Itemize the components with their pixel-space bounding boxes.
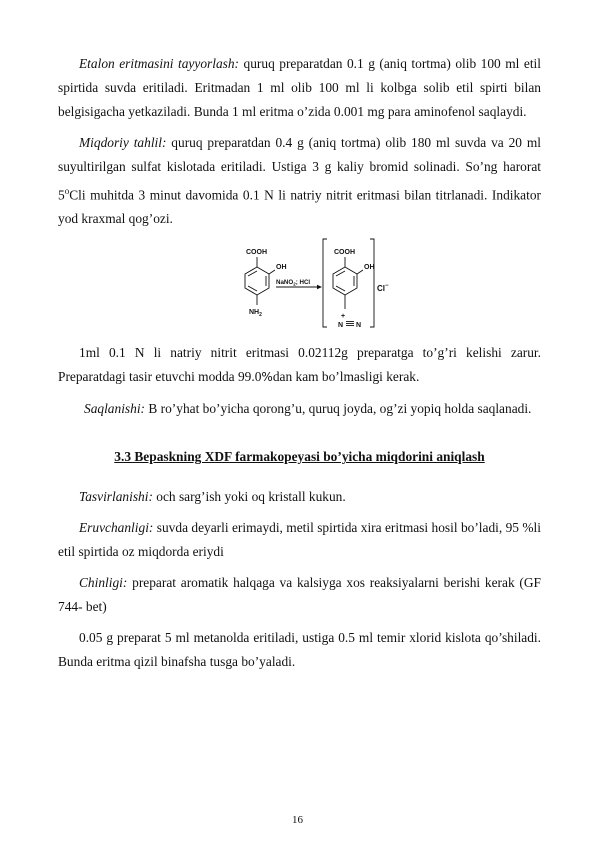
text-tasvirlanishi: och sarg’ish yoki oq kristall kukun.: [152, 489, 346, 505]
left-oh-label: OH: [276, 264, 287, 272]
left-cooh-label: COOH: [246, 249, 267, 257]
section-heading: 3.3 Bepaskning XDF farmakopeyasi bo’yicha miqdorini aniqlash: [114, 449, 485, 465]
diazonium-n1: N: [338, 322, 344, 330]
percent-sign: %: [261, 370, 273, 385]
left-nh2-label: $NH_2$: [249, 309, 262, 319]
aminosalicylic-acid-structure: [245, 257, 275, 305]
label-saqlanishi: Saqlanishi:: [84, 401, 146, 417]
label-chinligi: Chinligi:: [79, 575, 128, 591]
label-tasvirlanishi: Tasvirlanishi:: [79, 489, 153, 505]
text-miqdoriy-b: Cli muhitda 3 minut davomida 0.1 N li natriy nitrit eritmasi bilan titrlanadi. Indikator yod kraxmal qog’ozi.: [58, 187, 541, 227]
degree-superscript: o: [64, 186, 70, 196]
page-number: 16: [292, 814, 303, 826]
text-eruvchanligi: suvda deyarli erimaydi, metil spirtida xira eritmasi hosil bo’ladi, 95 %li etil spirtida oz miqdorda eriydi: [58, 520, 541, 560]
diazonium-charge: +: [341, 313, 346, 321]
label-miqdoriy: Miqdoriy tahlil:: [79, 135, 167, 150]
text-chinligi: preparat aromatik halqaga va kalsiyga xos reaksiyalarni berishi kerak (GF 744- bet): [58, 575, 541, 615]
reagent-label: NaNO$_2$; HCl: [276, 279, 311, 287]
paragraph-eruvchanligi: [58, 516, 541, 564]
paragraph-titration-factor: [58, 341, 541, 389]
label-eruvchanligi: Eruvchanligi:: [79, 520, 154, 536]
paragraph-saqlanishi: [58, 397, 541, 421]
text-saqlanishi: B ro’yhat bo’yicha qorong’u, quruq joyda, og’zi yopiq holda saqlanadi.: [145, 401, 532, 417]
diazotization-diagram: [231, 237, 389, 333]
text-reaction: 0.05 g preparat 5 ml metanolda eritiladi, ustiga 0.5 ml temir xlorid kislota qo’shiladi. Bunda eritma qizil binafsha tusga bo’yaladi.: [58, 630, 541, 670]
text-factor-a: 1ml 0.1 N li natriy nitrit eritmasi 0.02112g preparatga to’g’ri kelishi zarur. Preparatdagi tasir etuvchi modda 99.0: [58, 345, 541, 385]
paragraph-tasvirlanishi: [58, 485, 541, 509]
diazonium-salt-structure: [333, 257, 363, 326]
right-oh-label: OH: [364, 264, 375, 272]
label-etalon: Etalon eritmasini tayyorlash:: [79, 56, 240, 71]
reaction-scheme: [58, 237, 541, 335]
paragraph-miqdoriy: [58, 131, 541, 231]
document-page: [58, 52, 541, 674]
text-etalon: quruq preparatdan 0.1 g (aniq tortma) olib 100 ml etil spirtida suvda eritiladi. Eritmadan 1 ml olib 100 ml li kolbga solib etil spirti bilan belgisigacha yetkaziladi. Bunda 1 ml eritma o’zida 0.001 mg para aminofenol saqlaydi.: [58, 56, 541, 119]
paragraph-chinligi: [58, 571, 541, 619]
text-miqdoriy-a: quruq preparatdan 0.4 g (aniq tortma) olib 180 ml suvda va 20 ml suyultirilgan sulfat kislotada eritiladi. Ustiga 3 g kaliy bromid solinadi. So’ng harorat 5: [58, 135, 541, 203]
paragraph-reaction: [58, 626, 541, 674]
text-factor-b: dan kam bo’lmasligi kerak.: [272, 369, 420, 385]
diazonium-n2: N: [356, 322, 362, 330]
chloride-ion: Cl−: [377, 283, 389, 294]
right-cooh-label: COOH: [334, 249, 355, 257]
paragraph-etalon: [58, 52, 541, 124]
